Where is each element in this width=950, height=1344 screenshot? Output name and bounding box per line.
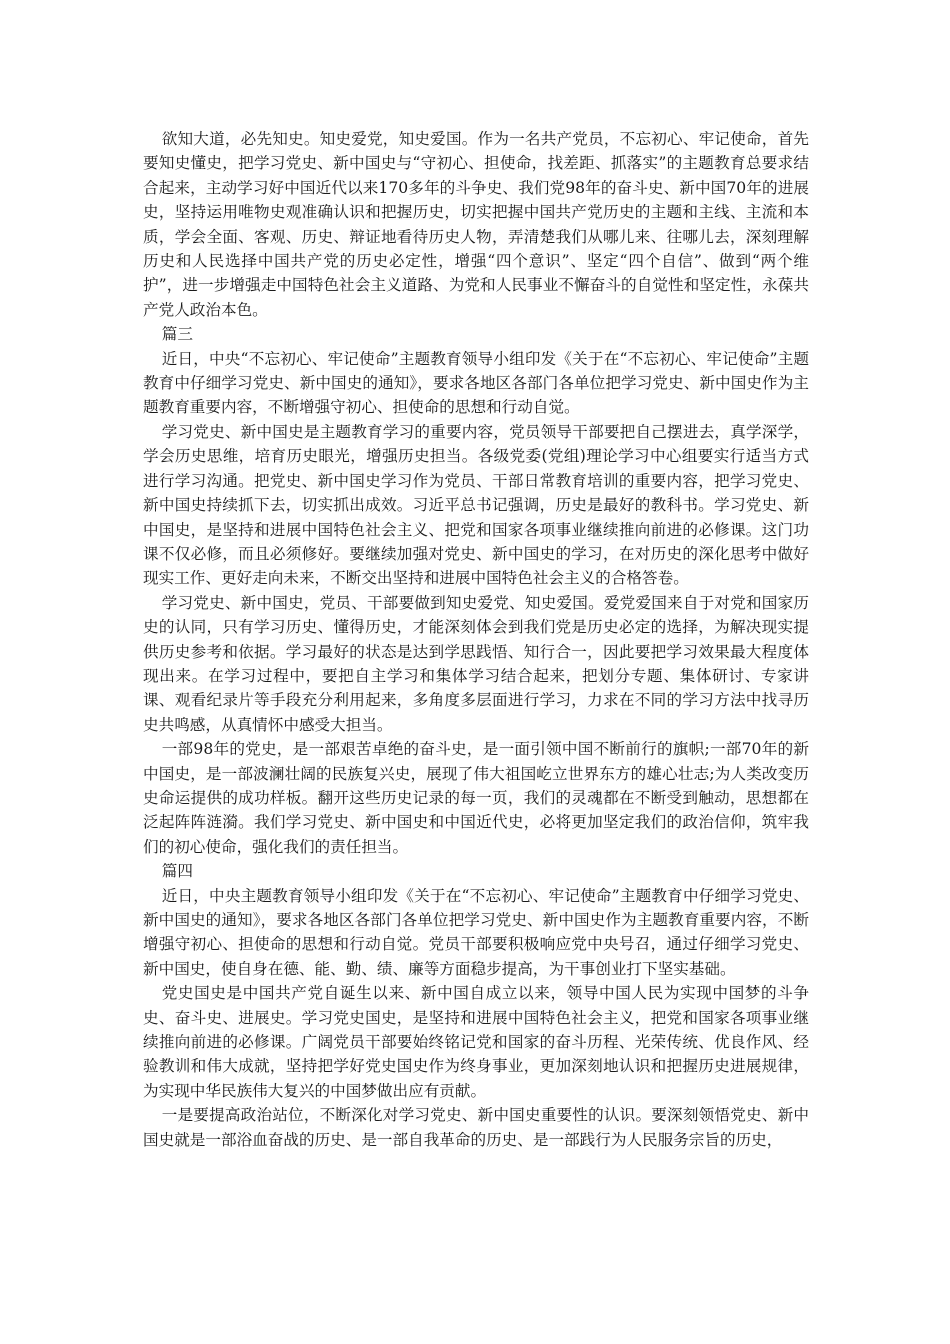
paragraph: 近日，中央“不忘初心、牢记使命”主题教育领导小组印发《关于在“不忘初心、牢记使命”主题教育中仔细学习党史、新中国史的通知》，要求各地区各部门各单位把学习党史、新中国史作为主题教育重要内容，不断增强守初心、担使命的思想和行动自觉。 <box>143 349 809 417</box>
paragraph: 一部98年的党史，是一部艰苦卓绝的奋斗史，是一面引领中国不断前行的旗帜;一部70年的新中国史，是一部波澜壮阔的民族复兴史，展现了伟大祖国屹立世界东方的雄心壮志;为人类改变历史命运提供的成功样板。翻开这些历史记录的每一页，我们的灵魂都在不断受到触动，思想都在泛起阵阵涟漪。我们学习党史、新中国史和中国近代史，必将更加坚定我们的政治信仰，筑牢我们的初心使命，强化我们的责任担当。 <box>143 740 809 856</box>
paragraph: 欲知大道，必先知史。知史爱党，知史爱国。作为一名共产党员，不忘初心、牢记使命，首先要知史懂史，把学习党史、新中国史与“守初心、担使命，找差距、抓落实”的主题教育总要求结合起来，主动学习好中国近代以来170多年的斗争史、我们党98年的奋斗史、新中国70年的进展史，坚持运用唯物史观准确认识和把握历史，切实把握中国共产党历史的主题和主线、主流和本质，学会全面、客观、历史、辩证地看待历史人物，弄清楚我们从哪儿来、往哪儿去，深刻理解历史和人民选择中国共产党的历史必定性，增强“四个意识”、坚定“四个自信”、做到“两个维护”，进一步增强走中国特色社会主义道路、为党和人民事业不懈奋斗的自觉性和坚定性，永葆共产党人政治本色。 <box>143 130 809 319</box>
paragraph: 党史国史是中国共产党自诞生以来、新中国自成立以来，领导中国人民为实现中国梦的斗争史、奋斗史、进展史。学习党史国史，是坚持和进展中国特色社会主义，把党和国家各项事业继续推向前进的必修课。广阔党员干部要始终铭记党和国家的奋斗历程、光荣传统、优良作风、经验教训和伟大成就，坚持把学好党史国史作为终身事业，更加深刻地认识和把握历史进展规律，为实现中华民族伟大复兴的中国梦做出应有贡献。 <box>143 984 809 1100</box>
paragraph: 一是要提高政治站位，不断深化对学习党史、新中国史重要性的认识。要深刻领悟党史、新中国史就是一部浴血奋战的历史、是一部自我革命的历史、是一部践行为人民服务宗旨的历史， <box>143 1106 809 1149</box>
section-heading: 篇三 <box>161 325 193 344</box>
paragraph: 学习党史、新中国史，党员、干部要做到知史爱党、知史爱国。爱党爱国来自于对党和国家历史的认同，只有学习历史、懂得历史，才能深刻体会到我们党是历史必定的选择，为解决现实提供历史参考和依据。学习最好的状态是达到学思践悟、知行合一，因此要把学习效果最大程度体现出来。在学习过程中，要把自主学习和集体学习结合起来，把划分专题、集体研讨、专家讲课、观看纪录片等手段充分利用起来，多角度多层面进行学习，力求在不同的学习方法中找寻历史共鸣感，从真情怀中感受大担当。 <box>143 593 809 734</box>
document-body <box>143 127 809 1152</box>
paragraph: 近日，中央主题教育领导小组印发《关于在“不忘初心、牢记使命”主题教育中仔细学习党史、新中国史的通知》，要求各地区各部门各单位把学习党史、新中国史作为主题教育重要内容，不断增强守初心、担使命的思想和行动自觉。党员干部要积极响应党中央号召，通过仔细学习党史、新中国史，使自身在德、能、勤、绩、廉等方面稳步提高，为干事创业打下坚实基础。 <box>143 886 809 978</box>
section-heading: 篇四 <box>161 862 193 881</box>
paragraph: 学习党史、新中国史是主题教育学习的重要内容，党员领导干部要把自己摆进去，真学深学，学会历史思维，培育历史眼光，增强历史担当。各级党委(党组)理论学习中心组要实行适当方式进行学习沟通。把党史、新中国史学习作为党员、干部日常教育培训的重要内容，把学习党史、新中国史持续抓下去，切实抓出成效。习近平总书记强调，历史是最好的教科书。学习党史、新中国史，是坚持和进展中国特色社会主义、把党和国家各项事业继续推向前进的必修课。这门功课不仅必修，而且必须修好。要继续加强对党史、新中国史的学习，在对历史的深化思考中做好现实工作、更好走向未来，不断交出坚持和进展中国特色社会主义的合格答卷。 <box>143 422 809 588</box>
